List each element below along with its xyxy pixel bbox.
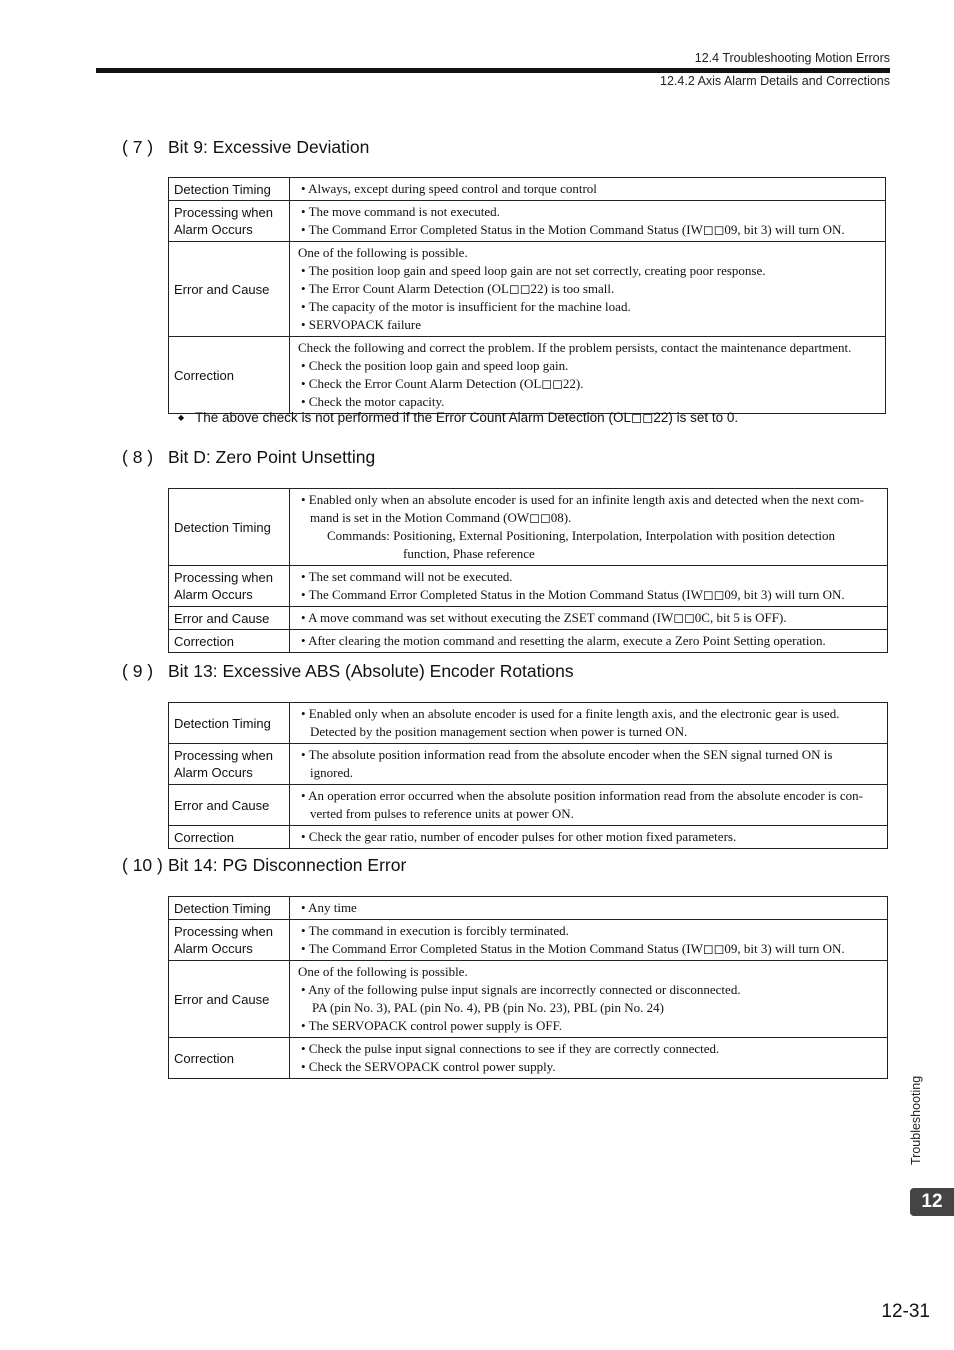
alarm-table-bit14 — [168, 896, 888, 1079]
text-line: • Any of the following pulse input signals are incorrectly connected or disconnected. — [301, 982, 741, 997]
table-row — [169, 242, 886, 337]
row-label: Correction — [169, 630, 290, 653]
alarm-table-bit13 — [168, 702, 888, 849]
section-title: Bit 14: PG Disconnection Error — [168, 855, 407, 875]
section-8-heading — [122, 447, 375, 468]
row-value — [290, 489, 888, 566]
row-value — [290, 785, 888, 826]
row-label: Error and Cause — [169, 961, 290, 1038]
table-row — [169, 897, 888, 920]
section-title: Bit 9: Excessive Deviation — [168, 137, 370, 157]
header-rule — [96, 68, 890, 73]
text-line: ignored. — [310, 765, 353, 780]
table-row — [169, 785, 888, 826]
row-value — [290, 630, 888, 653]
table-row — [169, 961, 888, 1038]
row-label: Processing when Alarm Occurs — [169, 744, 290, 785]
text-line: • Check the pulse input signal connections to see if they are correctly connected. — [301, 1041, 720, 1056]
text-line: Detected by the position management section when power is turned ON. — [310, 724, 688, 739]
row-value — [290, 607, 888, 630]
row-label: Detection Timing — [169, 897, 290, 920]
section-7-heading — [122, 137, 369, 158]
text-line: • A move command was set without executing the ZSET command (IW◻◻0C, bit 5 is OFF). — [301, 610, 787, 625]
text-line: • Always, except during speed control and torque control — [301, 181, 597, 196]
text-line: • SERVOPACK failure — [301, 317, 422, 332]
row-label: Detection Timing — [169, 489, 290, 566]
text-line: • After clearing the motion command and resetting the alarm, execute a Zero Point Setting operation. — [301, 633, 826, 648]
page-number: 12-31 — [881, 1301, 930, 1322]
row-value — [290, 242, 886, 337]
text-line: • The set command will not be executed. — [301, 569, 513, 584]
alarm-table-bit9 — [168, 177, 886, 414]
text-line: • The Error Count Alarm Detection (OL◻◻22) is too small. — [301, 281, 615, 296]
text-line: • The Command Error Completed Status in the Motion Command Status (IW◻◻09, bit 3) will turn ON. — [301, 222, 845, 237]
table-row — [169, 201, 886, 242]
running-header-subsection: 12.4.2 Axis Alarm Details and Corrections — [660, 74, 890, 88]
text-line: Check the following and correct the problem. If the problem persists, contact the maintenance department. — [298, 340, 852, 355]
section-title: Bit D: Zero Point Unsetting — [168, 447, 376, 467]
row-value — [290, 961, 888, 1038]
row-value — [290, 566, 888, 607]
text-line: • The capacity of the motor is insufficient for the machine load. — [301, 299, 631, 314]
row-label: Correction — [169, 337, 290, 414]
row-label: Processing when Alarm Occurs — [169, 566, 290, 607]
chapter-tab: 12 — [910, 1188, 954, 1216]
row-label: Detection Timing — [169, 178, 290, 201]
section-number: ( 7 ) — [122, 137, 154, 157]
section-9-heading — [122, 661, 574, 682]
row-value — [290, 1038, 888, 1079]
text-line: • The Command Error Completed Status in the Motion Command Status (IW◻◻09, bit 3) will turn ON. — [301, 587, 845, 602]
row-label: Error and Cause — [169, 785, 290, 826]
text-line: • The SERVOPACK control power supply is OFF. — [301, 1018, 563, 1033]
row-label: Error and Cause — [169, 242, 290, 337]
text-line: mand is set in the Motion Command (OW◻◻08). — [310, 510, 572, 525]
text-line: Commands: Positioning, External Positioning, Interpolation, Interpolation with position detection — [327, 528, 836, 543]
row-value — [290, 337, 886, 414]
table-row — [169, 920, 888, 961]
row-label: Error and Cause — [169, 607, 290, 630]
row-label: Processing when Alarm Occurs — [169, 920, 290, 961]
row-value — [290, 201, 886, 242]
text-line: PA (pin No. 3), PAL (pin No. 4), PB (pin No. 23), PBL (pin No. 24) — [312, 1000, 664, 1015]
row-label: Detection Timing — [169, 703, 290, 744]
row-label: Correction — [169, 826, 290, 849]
table-row — [169, 337, 886, 414]
table-row — [169, 489, 888, 566]
row-value — [290, 920, 888, 961]
text-line: • Check the SERVOPACK control power supply. — [301, 1059, 556, 1074]
text-line: One of the following is possible. — [298, 964, 468, 979]
text-line: • Check the motor capacity. — [301, 394, 445, 409]
text-line: • The absolute position information read from the absolute encoder when the SEN signal turned ON is — [301, 747, 833, 762]
table-row — [169, 1038, 888, 1079]
text-line: • The position loop gain and speed loop gain are not set correctly, creating poor response. — [301, 263, 766, 278]
table-row — [169, 826, 888, 849]
running-header-section: 12.4 Troubleshooting Motion Errors — [694, 51, 890, 65]
text-line: • Check the position loop gain and speed loop gain. — [301, 358, 569, 373]
chapter-side-label: Troubleshooting — [909, 1075, 923, 1165]
row-label: Processing when Alarm Occurs — [169, 201, 290, 242]
text-line: • Enabled only when an absolute encoder is used for an infinite length axis and detected when the next com- — [301, 492, 865, 507]
section-10-heading — [122, 855, 406, 876]
footnote-text: The above check is not performed if the Error Count Alarm Detection (OL◻◻22) is set to 0. — [195, 410, 739, 425]
footnote — [178, 410, 738, 426]
text-line: • The command in execution is forcibly terminated. — [301, 923, 569, 938]
text-line: function, Phase reference — [403, 546, 535, 561]
section-number: ( 9 ) — [122, 661, 154, 681]
alarm-table-bitD — [168, 488, 888, 653]
text-line: One of the following is possible. — [298, 245, 468, 260]
text-line: • Check the gear ratio, number of encoder pulses for other motion fixed parameters. — [301, 829, 737, 844]
text-line: • The Command Error Completed Status in the Motion Command Status (IW◻◻09, bit 3) will turn ON. — [301, 941, 845, 956]
table-row — [169, 566, 888, 607]
table-row — [169, 703, 888, 744]
section-number: ( 8 ) — [122, 447, 154, 467]
section-number: ( 10 ) — [122, 855, 163, 875]
table-row — [169, 178, 886, 201]
text-line: • Enabled only when an absolute encoder is used for a finite length axis, and the electronic gear is used. — [301, 706, 840, 721]
row-value — [290, 826, 888, 849]
text-line: • Any time — [301, 900, 357, 915]
bullet-icon: ◆ — [178, 413, 185, 422]
text-line: verted from pulses to reference units at power ON. — [310, 806, 574, 821]
section-title: Bit 13: Excessive ABS (Absolute) Encoder Rotations — [168, 661, 574, 681]
row-value — [290, 178, 886, 201]
row-value — [290, 703, 888, 744]
table-row — [169, 744, 888, 785]
text-line: • The move command is not executed. — [301, 204, 500, 219]
row-value — [290, 744, 888, 785]
text-line: • Check the Error Count Alarm Detection (OL◻◻22). — [301, 376, 584, 391]
table-row — [169, 607, 888, 630]
row-label: Correction — [169, 1038, 290, 1079]
table-row — [169, 630, 888, 653]
row-value — [290, 897, 888, 920]
text-line: • An operation error occurred when the absolute position information read from the absolute encoder is con- — [301, 788, 863, 803]
